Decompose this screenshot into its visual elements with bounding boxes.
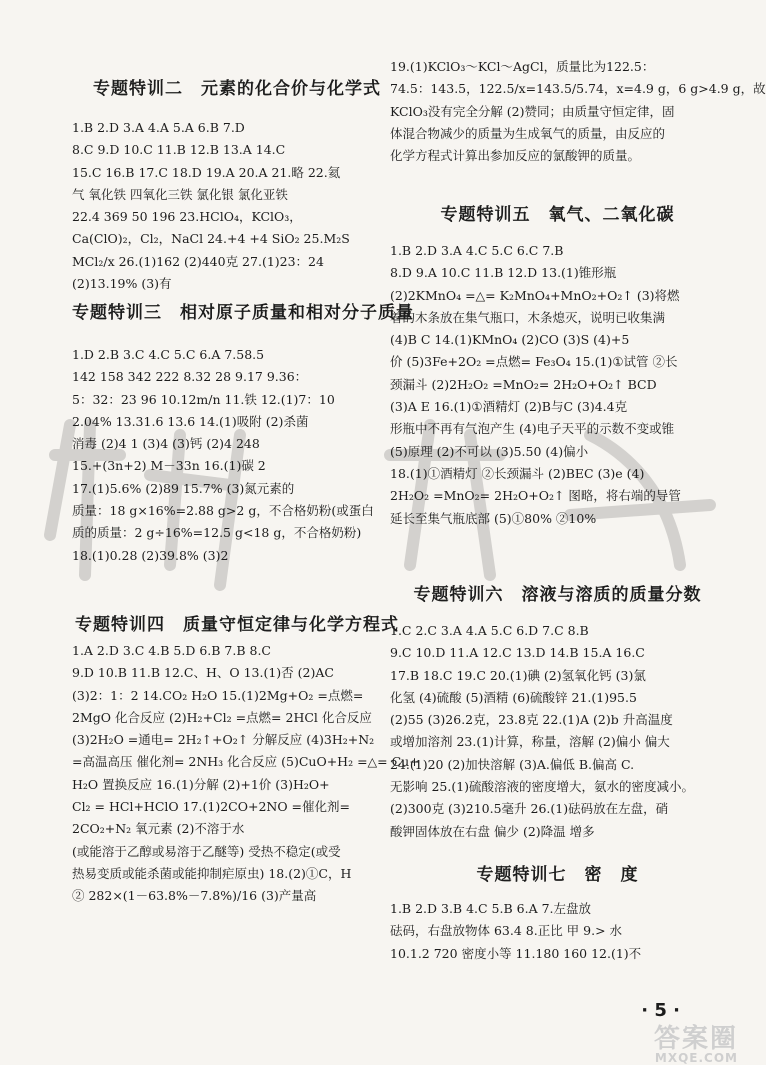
answer-line: 价 (5)3Fe+2O₂ =点燃= Fe₃O₄ 15.(1)①试管 ②长 xyxy=(390,354,678,370)
answer-line: 酸钾固体放在右盘 偏少 (2)降温 增多 xyxy=(390,823,595,839)
answer-line: MCl₂/x 26.(1)162 (2)440克 27.(1)23：24 xyxy=(72,253,324,269)
answer-line: 9.D 10.B 11.B 12.C、H、O 13.(1)否 (2)AC xyxy=(72,665,334,681)
answer-line: 1.C 2.C 3.A 4.A 5.C 6.D 7.C 8.B xyxy=(390,623,589,638)
section-body-2-continued xyxy=(390,56,766,167)
section-body-6 xyxy=(390,620,725,843)
answer-line: 热易变质或能杀菌或能抑制疟原虫) 18.(2)①C，H xyxy=(72,865,352,881)
answer-line: 质量：18 g×16%=2.88 g>2 g，不合格奶粉(或蛋白 xyxy=(72,503,374,519)
answer-line: 1.A 2.D 3.C 4.B 5.D 6.B 7.B 8.C xyxy=(72,643,271,658)
answer-line: 1.D 2.B 3.C 4.C 5.C 6.A 7.58.5 xyxy=(72,347,265,362)
answer-line: (或能溶于乙醇或易溶于乙醚等) 受热不稳定(或受 xyxy=(72,843,341,859)
answer-line: 15.+(3n+2) M－33n 16.(1)碳 2 xyxy=(72,458,266,474)
answer-line: 颈漏斗 (2)2H₂O₂ =MnO₂= 2H₂O+O₂↑ BCD xyxy=(390,376,657,392)
answer-line: (2)300克 (3)210.5毫升 26.(1)砝码放在左盘，硝 xyxy=(390,801,669,817)
answer-line: 消毒 (2)4 1 (3)4 (3)钙 (2)4 248 xyxy=(72,436,260,452)
answer-line: 1.B 2.D 3.A 4.A 5.A 6.B 7.D xyxy=(72,120,245,135)
section-title-6: 专题特训六 溶液与溶质的质量分数 xyxy=(413,585,702,605)
section-body-4 xyxy=(72,640,420,908)
answer-line: 10.1.2 720 密度小等 11.180 160 12.(1)不 xyxy=(390,945,642,961)
section-body-5 xyxy=(390,240,725,530)
answer-line: Cl₂ = HCl+HClO 17.(1)2CO+2NO =催化剂= xyxy=(72,799,350,815)
answer-line: 化氢 (4)硫酸 (5)酒精 (6)硫酸锌 21.(1)95.5 xyxy=(390,689,637,705)
section-title-3: 专题特训三 相对原子质量和相对分子质量 xyxy=(72,303,414,323)
answer-line: (2)13.19% (3)有 xyxy=(72,276,172,292)
answer-line: 142 158 342 222 8.32 28 9.17 9.36： xyxy=(72,369,308,385)
answer-line: H₂O 置换反应 16.(1)分解 (2)+1价 (3)H₂O+ xyxy=(72,776,330,792)
answer-line: 延长至集气瓶底部 (5)①80% ②10% xyxy=(390,510,597,526)
answer-line: 8.D 9.A 10.C 11.B 12.D 13.(1)锥形瓶 xyxy=(390,265,617,281)
answer-line: 15.C 16.B 17.C 18.D 19.A 20.A 21.略 22.氦 xyxy=(72,164,341,180)
answer-line: (5)原理 (2)不可以 (3)5.50 (4)偏小 xyxy=(390,443,589,459)
answer-line: (4)B C 14.(1)KMnO₄ (2)CO (3)S (4)+5 xyxy=(390,332,630,348)
answer-line: 或增加溶剂 23.(1)计算，称量，溶解 (2)偏小 偏大 xyxy=(390,734,670,750)
answer-line: (3)2H₂O =通电= 2H₂↑+O₂↑ 分解反应 (4)3H₂+N₂ xyxy=(72,732,375,748)
answer-line: (3)2：1：2 14.CO₂ H₂O 15.(1)2Mg+O₂ =点燃= xyxy=(72,687,364,703)
answer-line: (3)A E 16.(1)①酒精灯 (2)B与C (3)4.4克 xyxy=(390,399,628,415)
section-title-5: 专题特训五 氧气、二氧化碳 xyxy=(440,205,675,225)
answer-line: 2MgO 化合反应 (2)H₂+Cl₂ =点燃= 2HCl 化合反应 xyxy=(72,709,372,725)
answer-line: 17.B 18.C 19.C 20.(1)碘 (2)氢氧化钙 (3)氯 xyxy=(390,667,646,683)
answer-line: 2H₂O₂ =MnO₂= 2H₂O+O₂↑ 图略，将右端的导管 xyxy=(390,488,681,504)
answer-line: 9.C 10.D 11.A 12.C 13.D 14.B 15.A 16.C xyxy=(390,645,645,661)
answer-line: 形瓶中不再有气泡产生 (4)电子天平的示数不变或锥 xyxy=(390,421,675,437)
answer-line: 17.(1)5.6% (2)89 15.7% (3)氮元素的 xyxy=(72,480,295,496)
watermark-url: MXQE.COM xyxy=(654,1051,738,1065)
answer-line: 1.B 2.D 3.B 4.C 5.B 6.A 7.左盘放 xyxy=(390,901,591,916)
answer-line: 砝码，右盘放物体 63.4 8.正比 甲 9.> 水 xyxy=(390,923,623,939)
answer-line: 体混合物减少的质量为生成氧气的质量，由反应的 xyxy=(390,125,666,141)
answer-line: 18.(1)①酒精灯 ②长颈漏斗 (2)BEC (3)e (4) xyxy=(390,465,645,481)
answer-line: ② 282×(1－63.8%－7.8%)/16 (3)产量高 xyxy=(72,888,317,904)
answer-line: 气 氧化铁 四氧化三铁 氯化银 氯化亚铁 xyxy=(72,186,288,202)
answer-line: 2CO₂+N₂ 氧元素 (2)不溶于水 xyxy=(72,821,245,837)
answer-line: 化学方程式计算出参加反应的氯酸钾的质量。 xyxy=(390,148,641,164)
answer-line: 19.(1)KClO₃～KCl～AgCl，质量比为122.5： xyxy=(390,59,655,74)
answer-line: 18.(1)0.28 (2)39.8% (3)2 xyxy=(72,547,229,563)
answer-line: KClO₃没有完全分解 (2)赞同；由质量守恒定律，固 xyxy=(390,103,675,119)
answer-line: =高温高压 催化剂= 2NH₃ 化合反应 (5)CuO+H₂ =△= Cu+ xyxy=(72,754,420,770)
watermark-logo xyxy=(654,1018,738,1065)
watermark-text: 答案圈 xyxy=(653,1024,738,1054)
section-body-2 xyxy=(72,117,402,295)
section-body-7 xyxy=(390,898,725,965)
section-title-4: 专题特训四 质量守恒定律与化学方程式 xyxy=(75,615,399,635)
answer-line: 24.(1)20 (2)加快溶解 (3)A.偏低 B.偏高 C. xyxy=(390,756,635,772)
answer-line: (2)2KMnO₄ =△= K₂MnO₄+MnO₂+O₂↑ (3)将燃 xyxy=(390,287,680,303)
answer-line: 5：32：23 96 10.12m/n 11.铁 12.(1)7：10 xyxy=(72,391,335,407)
answer-line: Ca(ClO)₂，Cl₂，NaCl 24.+4 +4 SiO₂ 25.M₂S xyxy=(72,231,350,247)
answer-line: 2.04% 13.31.6 13.6 14.(1)吸附 (2)杀菌 xyxy=(72,413,309,429)
answer-line: 无影响 25.(1)硫酸溶液的密度增大，氨水的密度减小。 xyxy=(390,779,695,795)
answer-line: 74.5：143.5，122.5/x=143.5/5.74，x=4.9 g，6 g>4.9 g，故 xyxy=(390,81,766,97)
answer-line: (2)55 (3)26.2克，23.8克 22.(1)A (2)b 升高温度 xyxy=(390,712,673,728)
answer-line: 1.B 2.D 3.A 4.C 5.C 6.C 7.B xyxy=(390,243,564,258)
section-title-7: 专题特训七 密 度 xyxy=(476,865,639,885)
section-body-3 xyxy=(72,344,402,567)
answer-line: 8.C 9.D 10.C 11.B 12.B 13.A 14.C xyxy=(72,142,286,158)
answer-line: 质的质量：2 g÷16%=12.5 g<18 g，不合格奶粉) xyxy=(72,525,362,541)
answer-line: 22.4 369 50 196 23.HClO₄，KClO₃， xyxy=(72,209,302,225)
answer-line: 着的木条放在集气瓶口，木条熄灭，说明已收集满 xyxy=(390,309,666,325)
section-title-2: 专题特训二 元素的化合价与化学式 xyxy=(93,79,381,99)
page-number: · 5 · xyxy=(641,1000,680,1021)
